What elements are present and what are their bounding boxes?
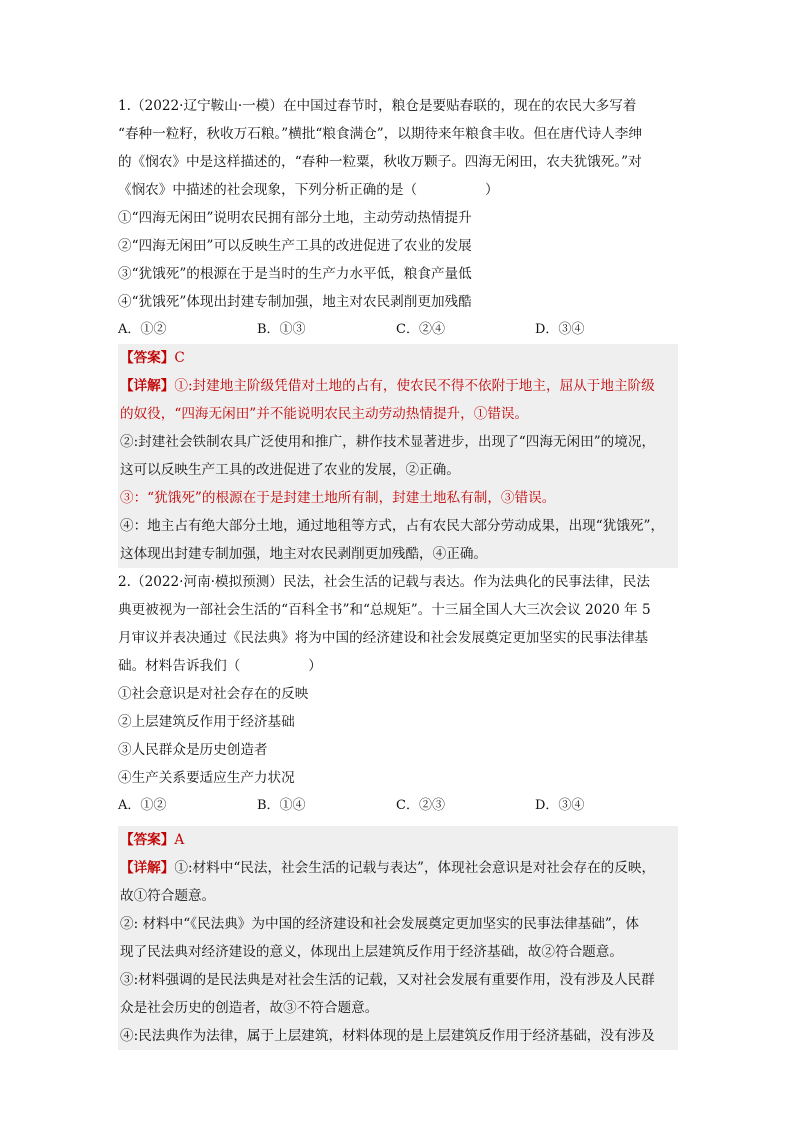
question-2-stem-line: 2.（2022·河南·模拟预测）民法，社会生活的记载与表达。作为法典化的民事法律，民法 — [118, 574, 650, 590]
question-2-options — [118, 792, 678, 820]
detail-line — [118, 854, 678, 882]
question-2-item: ①社会意识是对社会存在的反映 — [118, 686, 309, 702]
detail-text: ①:材料中“民法，社会生活的记载与表达”，体现社会意识是对社会存在的反映， — [174, 860, 656, 876]
detail-text: ④:民法典作为法律，属于上层建筑，材料体现的是上层建筑反作用于经济基础，没有涉及 — [120, 1028, 655, 1044]
question-1-stem-line: 的《悯农》中是这样描述的，“春种一粒粟，秋收万颗子。四海无闲田，农夫犹饿死。”对 — [118, 154, 642, 170]
option-a: A．①② — [118, 798, 167, 813]
question-1-item: ④“犹饿死”体现出封建专制加强，地主对农民剥削更加残酷 — [118, 294, 472, 310]
detail-text: ③:材料强调的是民法典是对社会生活的记载，又对社会发展有重要作用，没有涉及人民群 — [120, 972, 655, 988]
question-2-stem-line: 典更被视为一部社会生活的“百科全书”和“总规矩”。十三届全国人大三次会议 2020 年 5 — [118, 602, 651, 618]
detail-text: ①:封建地主阶级凭借对土地的占有，使农民不得不依附于地主，屈从于地主阶级 — [174, 378, 655, 394]
question-1-options — [118, 316, 678, 344]
detail-text: ④：地主占有绝大部分土地，通过地租等方式，占有农民大部分劳动成果，出现“犹饿死”， — [120, 518, 665, 534]
detail-tag: 【详解】 — [120, 378, 175, 394]
question-2-item: ②上层建筑反作用于经济基础 — [118, 714, 295, 730]
question-2-item: ③人民群众是历史创造者 — [118, 742, 268, 758]
question-1-stem-line: 《悯农》中描述的社会现象，下列分析正确的是（ ） — [118, 182, 499, 198]
detail-text: 故①符合题意。 — [120, 888, 216, 904]
option-c: C．②③ — [396, 798, 445, 813]
detail-text: 现了民法典对经济建设的意义，体现出上层建筑反作用于经济基础，故②符合题意。 — [120, 944, 623, 960]
answer-value: A — [174, 832, 185, 848]
option-d: D．③④ — [535, 322, 585, 337]
question-1 — [118, 92, 678, 344]
option-b: B．①③ — [257, 322, 306, 337]
question-1-stem-line: “春种一粒籽，秋收万石粮。”横批“粮食满仓”，以期待来年粮食丰收。但在唐代诗人李绅 — [118, 126, 642, 142]
question-1-item: ①“四海无闲田”说明农民拥有部分土地，主动劳动热情提升 — [118, 210, 472, 226]
option-b: B．①④ — [257, 798, 306, 813]
detail-text: ③：“犹饿死”的根源在于是封建土地所有制，封建土地私有制，③错误。 — [120, 490, 556, 506]
detail-text: 众是社会历史的创造者，故③不符合题意。 — [120, 1000, 379, 1016]
question-2-answer-block — [118, 826, 678, 1050]
question-2 — [118, 568, 678, 820]
answer-line — [118, 826, 678, 854]
detail-tag: 【详解】 — [120, 860, 175, 876]
question-1-stem-line: 1.（2022·辽宁鞍山·一模）在中国过春节时，粮仓是要贴春联的，现在的农民大多写着 — [118, 98, 637, 114]
question-2-stem-line: 础。材料告诉我们（ ） — [118, 658, 322, 674]
question-2-stem-line: 月审议并表决通过《民法典》将为中国的经济建设和社会发展奠定更加坚实的民事法律基 — [118, 630, 649, 646]
question-1-answer-block — [118, 344, 678, 568]
answer-value: C — [174, 350, 185, 366]
question-1-item: ③“犹饿死”的根源在于是当时的生产力水平低，粮食产量低 — [118, 266, 472, 282]
detail-text: 的奴役，“四海无闲田”并不能说明农民主动劳动热情提升，①错误。 — [120, 406, 529, 422]
detail-text: 这体现出封建专制加强，地主对农民剥削更加残酷，④正确。 — [120, 546, 488, 562]
question-1-item: ②“四海无闲田”可以反映生产工具的改进促进了农业的发展 — [118, 238, 472, 254]
option-c: C．②④ — [396, 322, 445, 337]
option-a: A．①② — [118, 322, 167, 337]
question-2-item: ④生产关系要适应生产力状况 — [118, 770, 295, 786]
detail-line — [118, 372, 678, 400]
detail-text: ②: 材料中“《民法典》为中国的经济建设和社会发展奠定更加坚实的民事法律基础”，体 — [120, 916, 639, 932]
detail-text: 这可以反映生产工具的改进促进了农业的发展，②正确。 — [120, 462, 460, 478]
answer-line — [118, 344, 678, 372]
answer-tag: 【答案】 — [120, 350, 175, 366]
answer-tag: 【答案】 — [120, 832, 175, 848]
option-d: D．③④ — [535, 798, 585, 813]
detail-text: ②:封建社会铁制农具广泛使用和推广，耕作技术显著进步，出现了“四海无闲田”的境况， — [120, 434, 656, 450]
